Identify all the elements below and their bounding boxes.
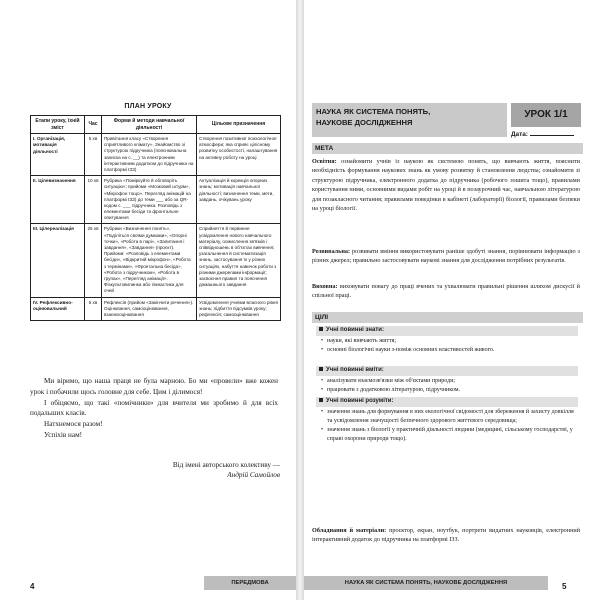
stage-cell: IV. Рефлексивно-оцінювальний bbox=[31, 297, 85, 321]
goal-text: виховувати повагу до праці вчених та ухвалювати правильні рішення шляхом дискусії й спільної праці. bbox=[312, 283, 580, 300]
header-time: Час bbox=[85, 116, 102, 134]
understand-list bbox=[320, 408, 580, 444]
time-cell: 25 хв bbox=[85, 224, 102, 297]
purpose-cell: Сприйняття й первинне усвідомлення нового навчального матеріалу, осмислення зв'язків і співвідношень в об'єктах вивчення; узагальнення й систематизація знань, застосування їх у різних ситуаціях, набуття навичок роботи з різними джерелами інформації; засвоєння правил та пояснення домашнього завдання bbox=[197, 224, 281, 297]
materials-block bbox=[312, 526, 580, 545]
stage-cell: ІІ. Цілевизначення bbox=[31, 176, 85, 224]
able-heading: Учні повинні вміти: bbox=[316, 366, 578, 376]
right-page bbox=[304, 0, 600, 600]
signature-author: Андрій Самойлов bbox=[227, 471, 280, 480]
closing-text bbox=[30, 376, 278, 441]
methods-cell: Рефлексія (прийом «Закінчити речення»). Оцінювання, самооцінювання, взаємооцінювання bbox=[102, 297, 197, 321]
closing-paragraph: Натхнемося разом! bbox=[44, 420, 103, 429]
purpose-cell: Усвідомлення учнями власного рівня знань; підбиття підсумків уроку; рефлексія; самооцінювання bbox=[197, 297, 281, 321]
square-bullet-icon bbox=[319, 398, 323, 402]
goal-text: розвивати вміння використовувати раніше здобуті знання, порівнювати інформацію з різних джерел; правильно застосовувати наукові знання для дослідження потрібних результатів. bbox=[312, 248, 580, 265]
goal-label: Розвивальна: bbox=[312, 248, 351, 255]
plan-title: ПЛАН УРОКУ bbox=[124, 103, 172, 110]
list-item: • науки, які вивчають життя; bbox=[320, 337, 580, 346]
book-spine bbox=[296, 0, 304, 600]
methods-cell: Рубрики «Визначення понять», «Поділіться своїми думками», «Опорні точки», «Робота в парі», «Запитання і завдання», «Завдання» (проєкт). Прийоми: «Розповідь з елементами бесіди», «Відкритий мікрофон», «Робота з термінами», «Фронтальна бесіда», «Робота з підручником», «Робота в групах», «Перегляд анімації». Фізкультхвилинка або гімнастика для очей bbox=[102, 224, 197, 297]
closing-paragraph: Успіхів нам! bbox=[44, 430, 83, 439]
header-stage: Етапи уроку, їхній зміст bbox=[31, 116, 85, 134]
goal-label: Виховна: bbox=[312, 283, 338, 290]
date-field bbox=[511, 131, 581, 138]
table-row bbox=[31, 176, 281, 224]
section-goal-heading: МЕТА bbox=[312, 143, 583, 154]
table-row bbox=[31, 134, 281, 176]
list-item: • аналізувати взаємозв'язки між об'єктами природи; bbox=[320, 377, 580, 386]
purpose-cell: Актуалізація й корекція опорних знань; мотивація навчальної діяльності; визначення теми, мети, завдань, очікувань уроку bbox=[197, 176, 281, 224]
section-aims-heading: ЦІЛІ bbox=[312, 312, 583, 323]
able-list bbox=[320, 377, 580, 395]
know-list bbox=[320, 337, 580, 355]
time-cell: 5 хв bbox=[85, 297, 102, 321]
date-blank bbox=[530, 135, 574, 136]
list-item: • працювати з додатковою літературою, підручником. bbox=[320, 386, 580, 395]
table-row bbox=[31, 224, 281, 297]
list-item: • значення знань з біології у практичній діяльності людини (медицині, сільському господарстві, у справі охорони природи тощо). bbox=[320, 426, 580, 444]
goal-developmental bbox=[312, 247, 580, 266]
table-row bbox=[31, 297, 281, 321]
goal-educational bbox=[312, 157, 580, 214]
closing-paragraph: І обіцяємо, що такі «помічники» для вчителя ми зробимо й для всіх подальших класів. bbox=[30, 398, 278, 418]
list-item: • значення знань для формування в них екологічної свідомості для збереження й захисту довкілля та усвідомлення значущості безпечного здорового життєвого середовища; bbox=[320, 408, 580, 426]
running-head-right: НАУКА ЯК СИСТЕМА ПОНЯТЬ, НАУКОВЕ ДОСЛІДЖЕННЯ bbox=[304, 576, 548, 590]
understand-heading: Учні повинні розуміти: bbox=[316, 397, 578, 407]
page-number-left: 4 bbox=[30, 582, 35, 591]
square-bullet-icon bbox=[319, 327, 323, 331]
left-page bbox=[0, 0, 296, 600]
materials-label: Обладнання й матеріали: bbox=[312, 527, 387, 534]
time-cell: 10 хв bbox=[85, 176, 102, 224]
lesson-plan-table bbox=[30, 115, 281, 321]
lesson-title: НАУКА ЯК СИСТЕМА ПОНЯТЬ, НАУКОВЕ ДОСЛІДЖЕННЯ bbox=[312, 103, 507, 137]
list-item: • основні біологічні науки з-поміж основних властивостей живого. bbox=[320, 346, 580, 355]
closing-paragraph: Ми віримо, що наша праця не була марною. Бо ми «провели» вже кожен урок і побачили щось головне для себе. Цим і ділимося! bbox=[30, 377, 278, 396]
lesson-number-badge: УРОК 1/1 bbox=[511, 103, 581, 127]
materials-text: проєктор, екран, ноутбук, портрети видатних науковців, електронний інтерактивний додаток до підручника на платформі ІЗЗ. bbox=[312, 527, 581, 544]
header-purpose: Цільове призначення bbox=[197, 116, 281, 134]
know-heading: Учні повинні знати: bbox=[316, 326, 578, 336]
stage-cell: ІІІ. Цілереалізація bbox=[31, 224, 85, 297]
header-methods: Форми й методи навчальної діяльності bbox=[102, 116, 197, 134]
signature-block bbox=[30, 460, 280, 481]
table-header-row bbox=[31, 116, 281, 134]
page-number-right: 5 bbox=[562, 582, 567, 591]
running-head-left: ПЕРЕДМОВА bbox=[204, 576, 296, 590]
date-label: Дата: bbox=[511, 131, 528, 138]
methods-cell: Рубрика «Поміркуйте й обговоріть ситуацію»; прийоми «Мозковий штурм», «Мікрофон тощо». Перегляд анімацій на платформі ІЗЗ) до теми ___ або за QR-кодом с. ___ підручника. Розповідь з елементами бесіди та фронтальне опитування bbox=[102, 176, 197, 224]
time-cell: 5 хв bbox=[85, 134, 102, 176]
goal-text: ознайомити учнів із наукою як системою понять, що вивчають життя, пояснити необхідність формування наукових знань як умову розвитку й становлення людства; ознайомити зі структурою підручника, електронного додатка до підручника (робочого зошита тощо), правилами користування ними, основними видами робіт на уроці й в позаурочний час, навчальною літературою для позакласного читання; правилами поведінки в кабінеті (лабораторії) біології, правилами безпеки на уроці біології. bbox=[312, 158, 580, 213]
purpose-cell: Створення позитивної психологічної атмосфери; яка сприяє цілісному розвитку особистості, налаштування на активну роботу на уроці bbox=[197, 134, 281, 176]
stage-cell: І. Організація, мотивація діяльності bbox=[31, 134, 85, 176]
goal-label: Освітня: bbox=[312, 158, 337, 165]
square-bullet-icon bbox=[319, 367, 323, 371]
goal-upbringing bbox=[312, 282, 580, 301]
signature-line: Від імені авторського колективу — bbox=[172, 461, 280, 469]
methods-cell: Привітання класу «Створення сприятливого клімату». Знайомство зі структурою підручника (пояснювальна записка на с. __) та електронним інтерактивним додатком до підручника на платформі ІЗЗ) bbox=[102, 134, 197, 176]
